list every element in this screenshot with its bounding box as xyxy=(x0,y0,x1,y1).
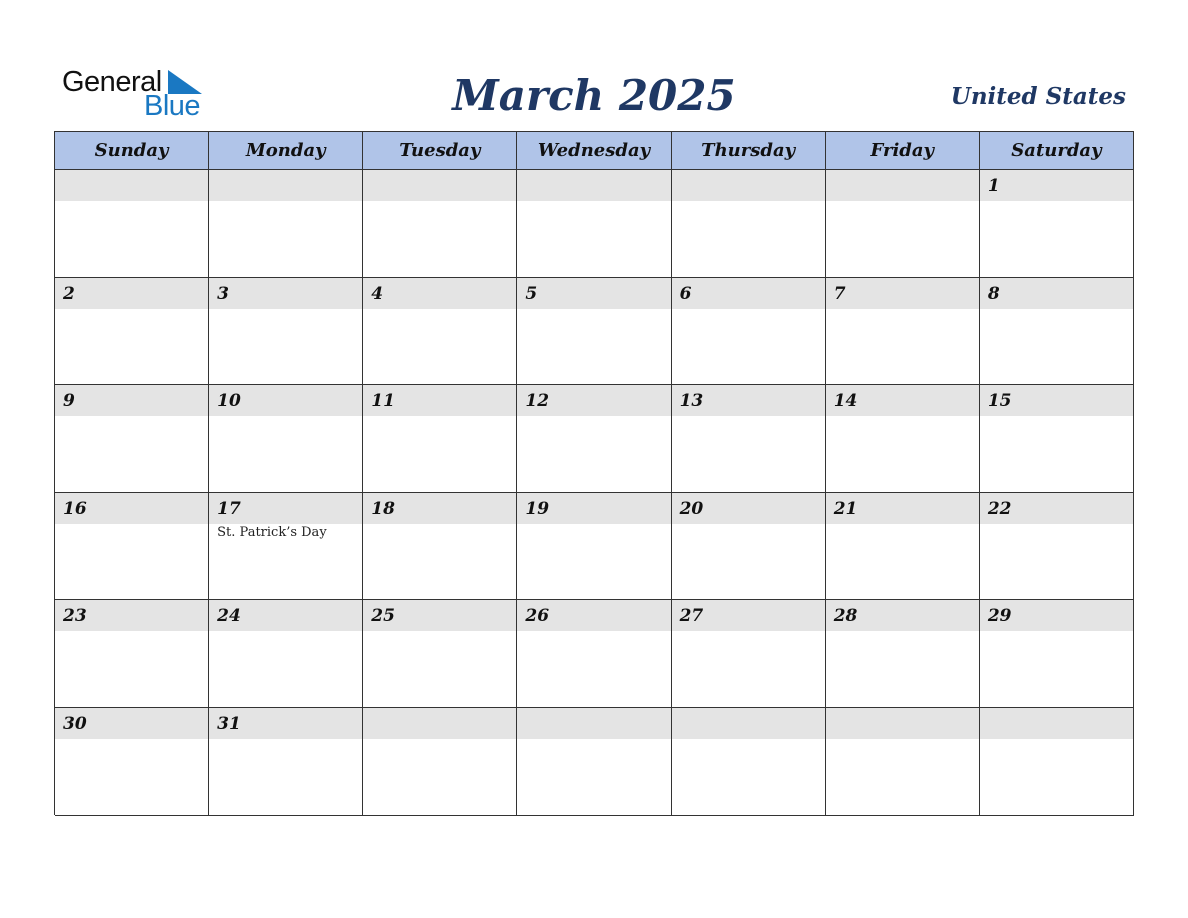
date-band xyxy=(209,708,362,739)
date-band xyxy=(980,600,1133,631)
date-band xyxy=(826,708,979,739)
country-label: United States xyxy=(950,83,1126,110)
date-band xyxy=(672,600,825,631)
date-band xyxy=(517,278,670,309)
day-number: 15 xyxy=(987,391,1012,412)
date-band xyxy=(209,170,362,201)
date-band xyxy=(55,278,208,309)
day-cell xyxy=(209,708,363,816)
day-number: 4 xyxy=(371,283,384,304)
weekday-header: Wednesday xyxy=(517,132,671,170)
day-number: 8 xyxy=(987,283,1000,304)
week-row xyxy=(55,278,1134,386)
day-cell xyxy=(826,708,980,816)
day-cell xyxy=(826,493,980,601)
day-cell xyxy=(672,493,826,601)
day-number: 1 xyxy=(987,176,1000,196)
day-cell xyxy=(55,170,209,278)
date-band xyxy=(980,385,1133,416)
weekday-header: Thursday xyxy=(672,132,826,170)
date-band xyxy=(672,493,825,524)
date-band xyxy=(363,278,516,309)
day-cell xyxy=(209,278,363,386)
day-cell xyxy=(672,385,826,493)
day-cell xyxy=(826,385,980,493)
day-cell xyxy=(363,708,517,816)
date-band xyxy=(826,170,979,201)
date-band xyxy=(672,708,825,739)
date-band xyxy=(980,493,1133,524)
day-number: 25 xyxy=(371,606,395,627)
date-band xyxy=(517,708,670,739)
week-row xyxy=(55,493,1134,601)
day-number: 19 xyxy=(525,498,550,519)
week-row xyxy=(55,600,1134,708)
date-band xyxy=(517,170,670,201)
day-number: 24 xyxy=(217,606,241,627)
day-number: 2 xyxy=(63,283,75,304)
day-cell xyxy=(517,278,671,386)
weekday-header: Sunday xyxy=(55,132,209,170)
date-band xyxy=(209,600,362,631)
date-band xyxy=(209,278,362,309)
date-band xyxy=(55,708,208,739)
date-band xyxy=(826,493,979,524)
day-number: 10 xyxy=(217,391,241,412)
day-cell xyxy=(980,385,1134,493)
day-number: 27 xyxy=(679,606,704,627)
weekday-header: Monday xyxy=(209,132,363,170)
day-cell xyxy=(209,600,363,708)
day-cell xyxy=(672,170,826,278)
day-cell xyxy=(55,600,209,708)
day-number: 22 xyxy=(987,498,1012,519)
date-band xyxy=(55,170,208,201)
day-number: 5 xyxy=(525,283,538,304)
day-cell xyxy=(55,278,209,386)
date-band xyxy=(363,708,516,739)
logo-word-general: General xyxy=(62,66,162,98)
date-band xyxy=(55,385,208,416)
day-cell xyxy=(517,170,671,278)
day-cell xyxy=(980,708,1134,816)
weekday-header: Saturday xyxy=(980,132,1134,170)
day-cell xyxy=(672,708,826,816)
day-number: 3 xyxy=(217,283,229,304)
day-cell xyxy=(517,385,671,493)
day-number: 9 xyxy=(63,391,75,412)
day-number: 18 xyxy=(371,498,395,519)
date-band xyxy=(980,708,1133,739)
day-number: 12 xyxy=(525,391,550,412)
day-number: 26 xyxy=(525,606,550,627)
day-number: 13 xyxy=(679,391,704,412)
date-band xyxy=(826,278,979,309)
day-cell xyxy=(363,170,517,278)
day-number: 7 xyxy=(833,283,846,304)
month-calendar xyxy=(54,131,1134,815)
date-band xyxy=(980,278,1133,309)
day-cell xyxy=(980,493,1134,601)
weekday-header-row xyxy=(55,132,1134,170)
week-row xyxy=(55,385,1134,493)
day-cell xyxy=(209,385,363,493)
day-number: 29 xyxy=(987,606,1012,627)
date-band xyxy=(672,170,825,201)
date-band xyxy=(517,600,670,631)
week-row xyxy=(55,708,1134,816)
day-cell xyxy=(980,170,1134,278)
day-cell xyxy=(517,708,671,816)
day-cell xyxy=(826,170,980,278)
logo-word-blue: Blue xyxy=(144,90,201,122)
day-cell xyxy=(363,600,517,708)
day-cell xyxy=(517,493,671,601)
day-number: 16 xyxy=(63,498,87,519)
day-number: 28 xyxy=(833,606,858,627)
day-cell xyxy=(363,278,517,386)
day-cell xyxy=(826,278,980,386)
holiday-label: St. Patrick’s Day xyxy=(217,524,327,540)
day-cell xyxy=(826,600,980,708)
day-cell xyxy=(55,493,209,601)
date-band xyxy=(517,493,670,524)
day-cell xyxy=(209,170,363,278)
date-band xyxy=(55,600,208,631)
day-cell xyxy=(363,385,517,493)
day-cell xyxy=(363,493,517,601)
day-cell xyxy=(55,385,209,493)
date-band xyxy=(980,170,1133,201)
date-band xyxy=(363,600,516,631)
date-band xyxy=(672,278,825,309)
date-band xyxy=(826,600,979,631)
weekday-header: Tuesday xyxy=(363,132,517,170)
date-band xyxy=(209,493,362,524)
date-band xyxy=(55,493,208,524)
day-number: 14 xyxy=(833,391,858,412)
date-band xyxy=(363,385,516,416)
day-number: 21 xyxy=(833,498,858,519)
day-number: 20 xyxy=(679,498,704,519)
day-cell xyxy=(672,600,826,708)
date-band xyxy=(826,385,979,416)
day-cell xyxy=(209,493,363,601)
weekday-header: Friday xyxy=(826,132,980,170)
weeks-grid xyxy=(55,170,1134,816)
day-number: 17 xyxy=(217,498,241,519)
day-number: 6 xyxy=(679,283,692,304)
day-cell xyxy=(980,278,1134,386)
date-band xyxy=(363,493,516,524)
day-cell xyxy=(672,278,826,386)
week-row xyxy=(55,170,1134,278)
date-band xyxy=(517,385,670,416)
date-band xyxy=(363,170,516,201)
day-number: 31 xyxy=(217,713,241,734)
day-cell xyxy=(980,600,1134,708)
day-number: 30 xyxy=(63,713,87,734)
date-band xyxy=(209,385,362,416)
day-cell xyxy=(55,708,209,816)
generalblue-logo xyxy=(62,66,212,122)
day-cell xyxy=(517,600,671,708)
day-number: 23 xyxy=(63,606,87,627)
calendar-title: March 2025 xyxy=(452,71,736,120)
date-band xyxy=(672,385,825,416)
day-number: 11 xyxy=(371,391,395,412)
